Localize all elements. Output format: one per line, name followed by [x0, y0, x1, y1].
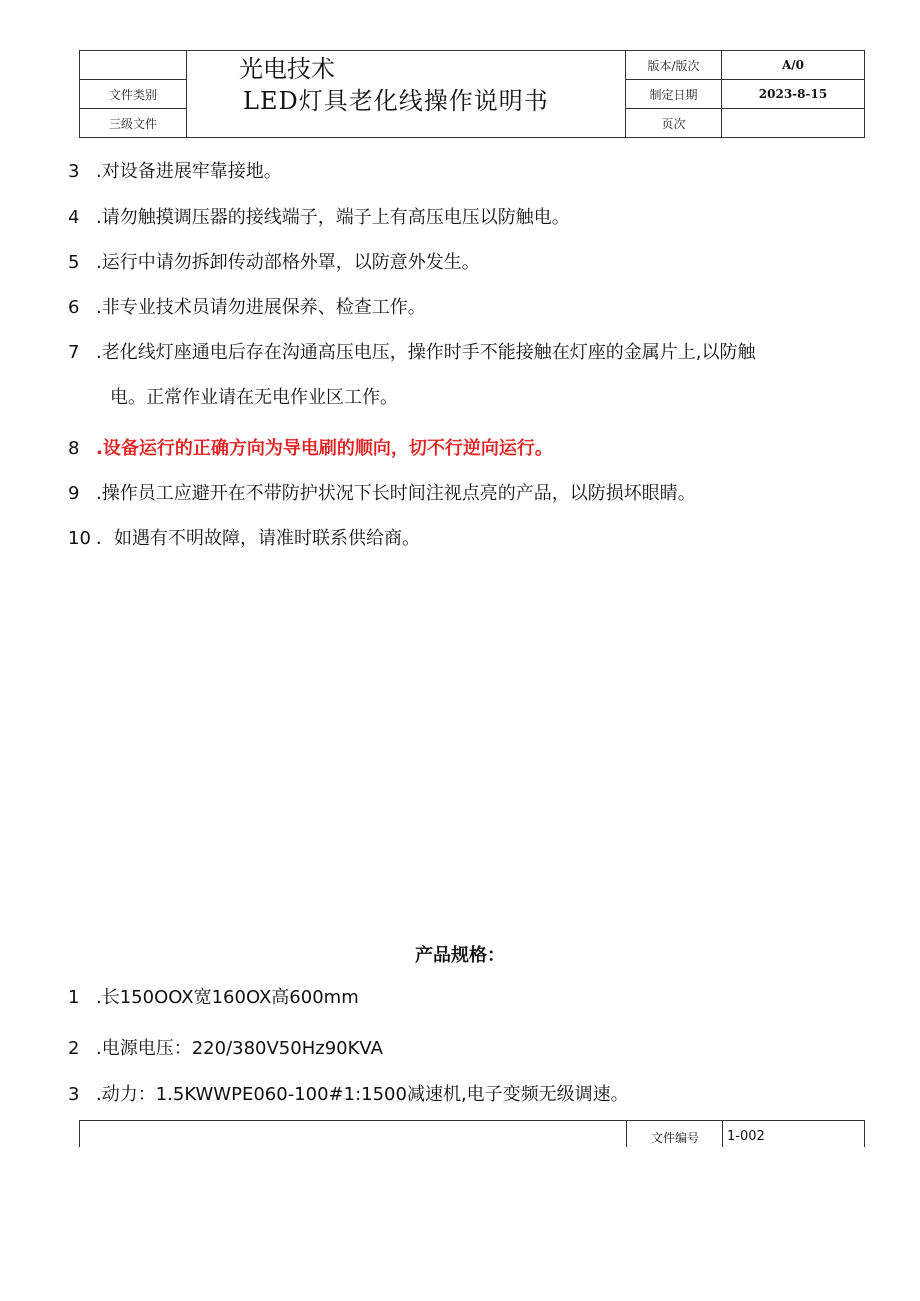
- list-item: [68, 206, 570, 230]
- footer-table: [79, 1120, 865, 1147]
- item-number: 2: [68, 1038, 80, 1059]
- list-item: [68, 251, 480, 275]
- list-item-warning: [68, 437, 553, 461]
- version-label: 版本/版次: [626, 51, 722, 80]
- spec-item: [68, 1037, 383, 1061]
- item-number: 8: [68, 438, 80, 459]
- item-number: 9: [68, 483, 80, 504]
- category-value: 三级文件: [80, 109, 187, 138]
- item-number: 10: [68, 528, 91, 549]
- doc-number-label: 文件编号: [650, 1131, 699, 1145]
- item-text: .运行中请勿拆卸传动部格外罩，以防意外发生。: [96, 252, 480, 273]
- item-number: 5: [68, 252, 80, 273]
- item-text: .设备运行的正确方向为导电刷的顺向，切不行逆向运行。: [96, 438, 553, 459]
- item-text: .长150OOX宽160OX高600mm: [96, 987, 359, 1008]
- item-number: 1: [68, 987, 80, 1008]
- date-value: 2023-8-15: [722, 80, 865, 109]
- item-text: .非专业技术员请勿进展保养、检查工作。: [96, 297, 426, 318]
- item-text: ．如遇有不明故障，请准时联系供给商。: [96, 528, 420, 549]
- list-item: [68, 341, 755, 365]
- item-number: 3: [68, 161, 80, 182]
- item-text: .老化线灯座通电后存在沟通高压电压，操作时手不能接触在灯座的金属片上,以防触: [96, 342, 756, 363]
- spec-item: [68, 986, 359, 1010]
- header-title-cell: [187, 51, 626, 138]
- version-value: A/0: [722, 51, 865, 80]
- page-label: 页次: [626, 109, 722, 138]
- footer-divider: [722, 1121, 723, 1147]
- footer-divider: [626, 1121, 627, 1147]
- company-name: 光电技术: [239, 55, 335, 83]
- list-item: [68, 527, 420, 551]
- doc-number-value: 1-002: [727, 1129, 765, 1144]
- spec-title: 产品规格：: [415, 945, 505, 966]
- list-item: [68, 482, 696, 506]
- item-continuation: 电。正常作业请在无电作业区工作。: [110, 387, 398, 408]
- item-text: .对设备进展牢靠接地。: [96, 161, 282, 182]
- item-number: 7: [68, 342, 80, 363]
- item-number: 4: [68, 207, 80, 228]
- date-label: 制定日期: [626, 80, 722, 109]
- item-number: 6: [68, 297, 80, 318]
- category-label: 文件类别: [80, 80, 187, 109]
- item-text: .动力：1.5KWWPE060-100#1:1500减速机,电子变频无级调速。: [96, 1084, 629, 1105]
- item-number: 3: [68, 1084, 80, 1105]
- page-value: [722, 109, 865, 138]
- spec-item: [68, 1083, 629, 1107]
- item-text: .操作员工应避开在不带防护状况下长时间注视点亮的产品，以防损坏眼睛。: [96, 483, 696, 504]
- item-text: .电源电压：220∕380V50Hz90KVA: [96, 1038, 383, 1059]
- item-text: .请勿触摸调压器的接线端子，端子上有高压电压以防触电。: [96, 207, 570, 228]
- header-empty-cell: [80, 51, 187, 80]
- list-item: [68, 296, 426, 320]
- document-title: LED灯具老化线操作说明书: [243, 87, 549, 115]
- header-table: [79, 50, 865, 138]
- list-item: [68, 160, 282, 184]
